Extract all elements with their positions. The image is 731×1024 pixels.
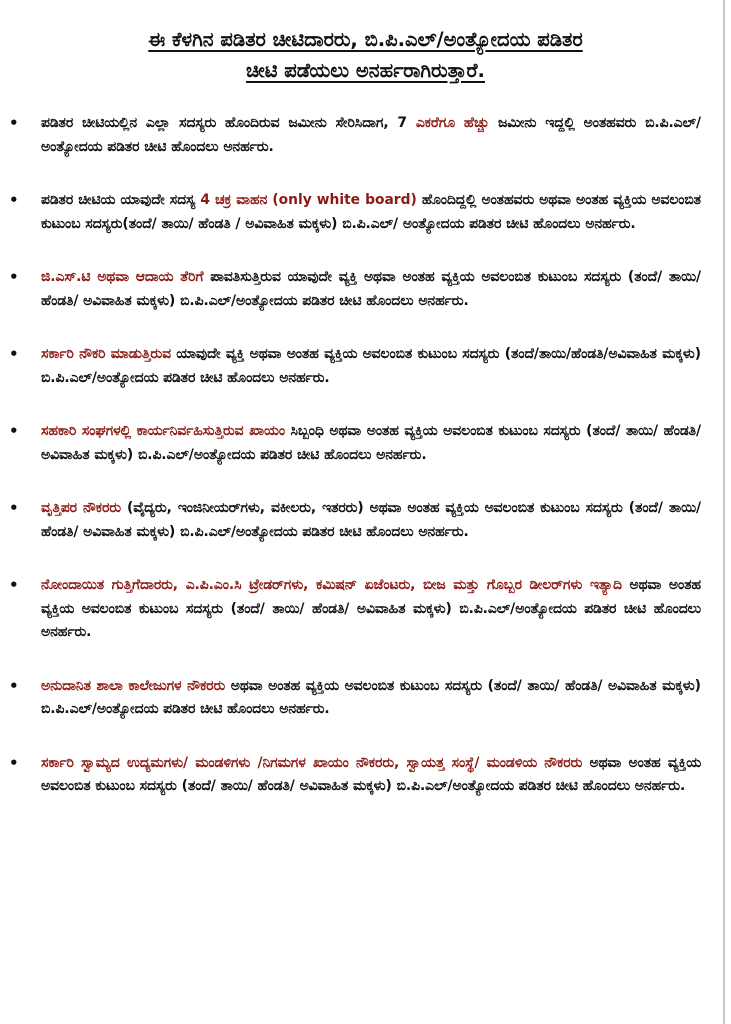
page-edge-divider bbox=[723, 0, 725, 1024]
list-item bbox=[9, 189, 701, 236]
item-text-post: ಜಮೀನು ಇದ್ದಲ್ಲಿ ಅಂತಹವರು ಬಿ.ಪಿ.ಎಲ್/ಅಂತ್ಯೋದಯ ಪಡಿತರ ಚೀಟಿ ಹೊಂದಲು ಅನರ್ಹರು. bbox=[41, 115, 701, 155]
bullet-icon: • bbox=[9, 422, 19, 440]
bullet-icon: • bbox=[9, 576, 19, 594]
item-highlight: ಜಿ.ಎಸ್.ಟಿ ಅಥವಾ ಆದಾಯ ತೆರಿಗೆ bbox=[41, 269, 204, 285]
item-text-post: ಅಥವಾ ಅಂತಹ ವ್ಯಕ್ತಿಯ ಅವಲಂಬಿತ ಕುಟುಂಬ ಸದಸ್ಯರು (ತಂದೆ/ ತಾಯಿ/ ಹೆಂಡತಿ/ ಅವಿವಾಹಿತ ಮಕ್ಕಳು) ಬಿ.ಪಿ.ಎಲ್/ಅಂತ್ಯೋದಯ ಪಡಿತರ ಚೀಟಿ ಹೊಂದಲು ಅನರ್ಹರು. bbox=[41, 677, 701, 717]
item-highlight: ವೃತ್ತಿಪರ ನೌಕರರು bbox=[41, 500, 121, 516]
list-item bbox=[9, 266, 701, 313]
item-text-post: ಪಾವತಿಸುತ್ತಿರುವ ಯಾವುದೇ ವ್ಯಕ್ತಿ ಅಥವಾ ಅಂತಹ ವ್ಯಕ್ತಿಯ ಅವಲಂಬಿತ ಕುಟುಂಬ ಸದಸ್ಯರು (ತಂದೆ/ ತಾಯಿ/ ಹೆಂಡತಿ/ ಅವಿವಾಹಿತ ಮಕ್ಕಳು) ಬಿ.ಪಿ.ಎಲ್/ಅಂತ್ಯೋದಯ ಪಡಿತರ ಚೀಟಿ ಹೊಂದಲು ಅನರ್ಹರು. bbox=[41, 269, 701, 309]
list-item bbox=[9, 112, 701, 159]
item-highlight: ಎಕರೆಗೂ ಹೆಚ್ಚು bbox=[415, 115, 490, 131]
item-highlight: ನೋಂದಾಯಿತ ಗುತ್ತಿಗೆದಾರರು, ಎ.ಪಿ.ಎಂ.ಸಿ ಟ್ರೇಡರ್‌ಗಳು, ಕಮಿಷನ್ ಏಜೆಂಟರು, ಬೀಜ ಮತ್ತು ಗೊಬ್ಬರ ಡೀಲರ್‌ಗಳು ಇತ್ಯಾದಿ bbox=[41, 577, 622, 593]
bullet-icon: • bbox=[9, 268, 19, 286]
item-text-post: ಅಥವಾ ಅಂತಹ ವ್ಯಕ್ತಿಯ ಅವಲಂಬಿತ ಕುಟುಂಬ ಸದಸ್ಯರು (ತಂದೆ/ ತಾಯಿ/ ಹೆಂಡತಿ/ ಅವಿವಾಹಿತ ಮಕ್ಕಳು) ಬಿ.ಪಿ.ಎಲ್/ಅಂತ್ಯೋದಯ ಪಡಿತರ ಚೀಟಿ ಹೊಂದಲು ಅನರ್ಹರು. bbox=[41, 754, 702, 794]
item-text-post: ಸಿಬ್ಬಂಧಿ ಅಥವಾ ಅಂತಹ ವ್ಯಕ್ತಿಯ ಅವಲಂಬಿತ ಕುಟುಂಬ ಸದಸ್ಯರು (ತಂದೆ/ ತಾಯಿ/ ಹೆಂಡತಿ/ ಅವಿವಾಹಿತ ಮಕ್ಕಳು) ಬಿ.ಪಿ.ಎಲ್/ಅಂತ್ಯೋದಯ ಪಡಿತರ ಚೀಟಿ ಹೊಂದಲು ಅನರ್ಹರು. bbox=[41, 423, 701, 463]
item-highlight: ಅನುದಾನಿತ ಶಾಲಾ ಕಾಲೇಜುಗಳ ನೌಕರರು bbox=[41, 677, 226, 694]
bullet-icon: • bbox=[9, 676, 19, 695]
list-item bbox=[9, 574, 701, 645]
item-highlight: ಸಹಕಾರಿ ಸಂಘಗಳಲ್ಲಿ ಕಾರ್ಯನಿರ್ವಹಿಸುತ್ತಿರುವ ಖಾಯಂ bbox=[41, 423, 285, 439]
bullet-icon: • bbox=[9, 345, 19, 363]
list-item bbox=[9, 675, 701, 722]
item-text-post: (ವೈದ್ಯರು, ಇಂಜಿನೀಯರ್‌ಗಳು, ವಕೀಲರು, ಇತರರು) ಅಥವಾ ಅಂತಹ ವ್ಯಕ್ತಿಯ ಅವಲಂಬಿತ ಕುಟುಂಬ ಸದಸ್ಯರು (ತಂದೆ/ ತಾಯಿ/ ಹೆಂಡತಿ/ ಅವಿವಾಹಿತ ಮಕ್ಕಳು) ಬಿ.ಪಿ.ಎಲ್/ಅಂತ್ಯೋದಯ ಪಡಿತರ ಚೀಟಿ ಹೊಂದಲು ಅನರ್ಹರು. bbox=[41, 500, 701, 540]
title-line-1: ಈ ಕೆಳಗಿನ ಪಡಿತರ ಚೀಟಿದಾರರು, ಬಿ.ಪಿ.ಎಲ್/ಅಂತ್ಯೋದಯ ಪಡಿತರ bbox=[148, 28, 583, 51]
list-item bbox=[9, 420, 701, 467]
item-text-post: ಅಥವಾ ಅಂತಹ ವ್ಯಕ್ತಿಯ ಅವಲಂಬಿತ ಕುಟುಂಬ ಸದಸ್ಯರು (ತಂದೆ/ ತಾಯಿ/ ಹೆಂಡತಿ/ ಅವಿವಾಹಿತ ಮಕ್ಕಳು) ಬಿ.ಪಿ.ಎಲ್/ಅಂತ್ಯೋದಯ ಪಡಿತರ ಚೀಟಿ ಹೊಂದಲು ಅನರ್ಹರು. bbox=[41, 577, 701, 640]
item-highlight: ಸರ್ಕಾರಿ ನೌಕರಿ ಮಾಡುತ್ತಿರುವ bbox=[41, 346, 171, 362]
item-text-pre: ಪಡಿತರ ಚೀಟಿಯಲ್ಲಿನ ಎಲ್ಲಾ ಸದಸ್ಯರು ಹೊಂದಿರುವ ಜಮೀನು ಸೇರಿಸಿದಾಗ, 7 bbox=[41, 115, 416, 131]
ineligibility-list bbox=[9, 112, 702, 799]
item-highlight: ಸರ್ಕಾರಿ ಸ್ವಾಮ್ಯದ ಉದ್ಯಮಗಳು/ ಮಂಡಳಿಗಳು /ನಿಗಮಗಳ ಖಾಯಂ ನೌಕರರು, ಸ್ವಾಯತ್ತ ಸಂಸ್ಥೆ/ ಮಂಡಳಿಯ ನೌಕರರು bbox=[41, 754, 583, 771]
item-text-post: ಹೊಂದಿದ್ದಲ್ಲಿ ಅಂತಹವರು ಅಥವಾ ಅಂತಹ ವ್ಯಕ್ತಿಯ ಅವಲಂಬಿತ ಕುಟುಂಬ ಸದಸ್ಯರು(ತಂದೆ/ ತಾಯಿ/ ಹೆಂಡತಿ / ಅವಿವಾಹಿತ ಮಕ್ಕಳು) ಬಿ.ಪಿ.ಎಲ್/ ಅಂತ್ಯೋದಯ ಪಡಿತರ ಚೀಟಿ ಹೊಂದಲು ಅನರ್ಹರು. bbox=[41, 192, 701, 232]
bullet-icon: • bbox=[9, 191, 19, 209]
item-text-post: ಯಾವುದೇ ವ್ಯಕ್ತಿ ಅಥವಾ ಅಂತಹ ವ್ಯಕ್ತಿಯ ಅವಲಂಬಿತ ಕುಟುಂಬ ಸದಸ್ಯರು (ತಂದೆ/ತಾಯಿ/ಹೆಂಡತಿ/ಅವಿವಾಹಿತ ಮಕ್ಕಳು) ಬಿ.ಪಿ.ಎಲ್/ಅಂತ್ಯೋದಯ ಪಡಿತರ ಚೀಟಿ ಹೊಂದಲು ಅನರ್ಹರು. bbox=[41, 346, 702, 386]
bullet-icon: • bbox=[9, 499, 19, 517]
bullet-icon: • bbox=[9, 114, 19, 132]
item-highlight: 4 ಚಕ್ರ ವಾಹನ (only white board) bbox=[200, 192, 417, 208]
bullet-icon: • bbox=[9, 753, 19, 772]
title-line-2: ಚೀಟಿ ಪಡೆಯಲು ಅನರ್ಹರಾಗಿರುತ್ತಾರೆ. bbox=[246, 59, 485, 82]
list-item bbox=[9, 497, 701, 544]
list-item bbox=[9, 752, 702, 799]
item-text-pre: ಪಡಿತರ ಚೀಟಿಯ ಯಾವುದೇ ಸದಸ್ಯ bbox=[41, 192, 201, 208]
list-item bbox=[9, 343, 702, 390]
page-title bbox=[30, 24, 701, 86]
